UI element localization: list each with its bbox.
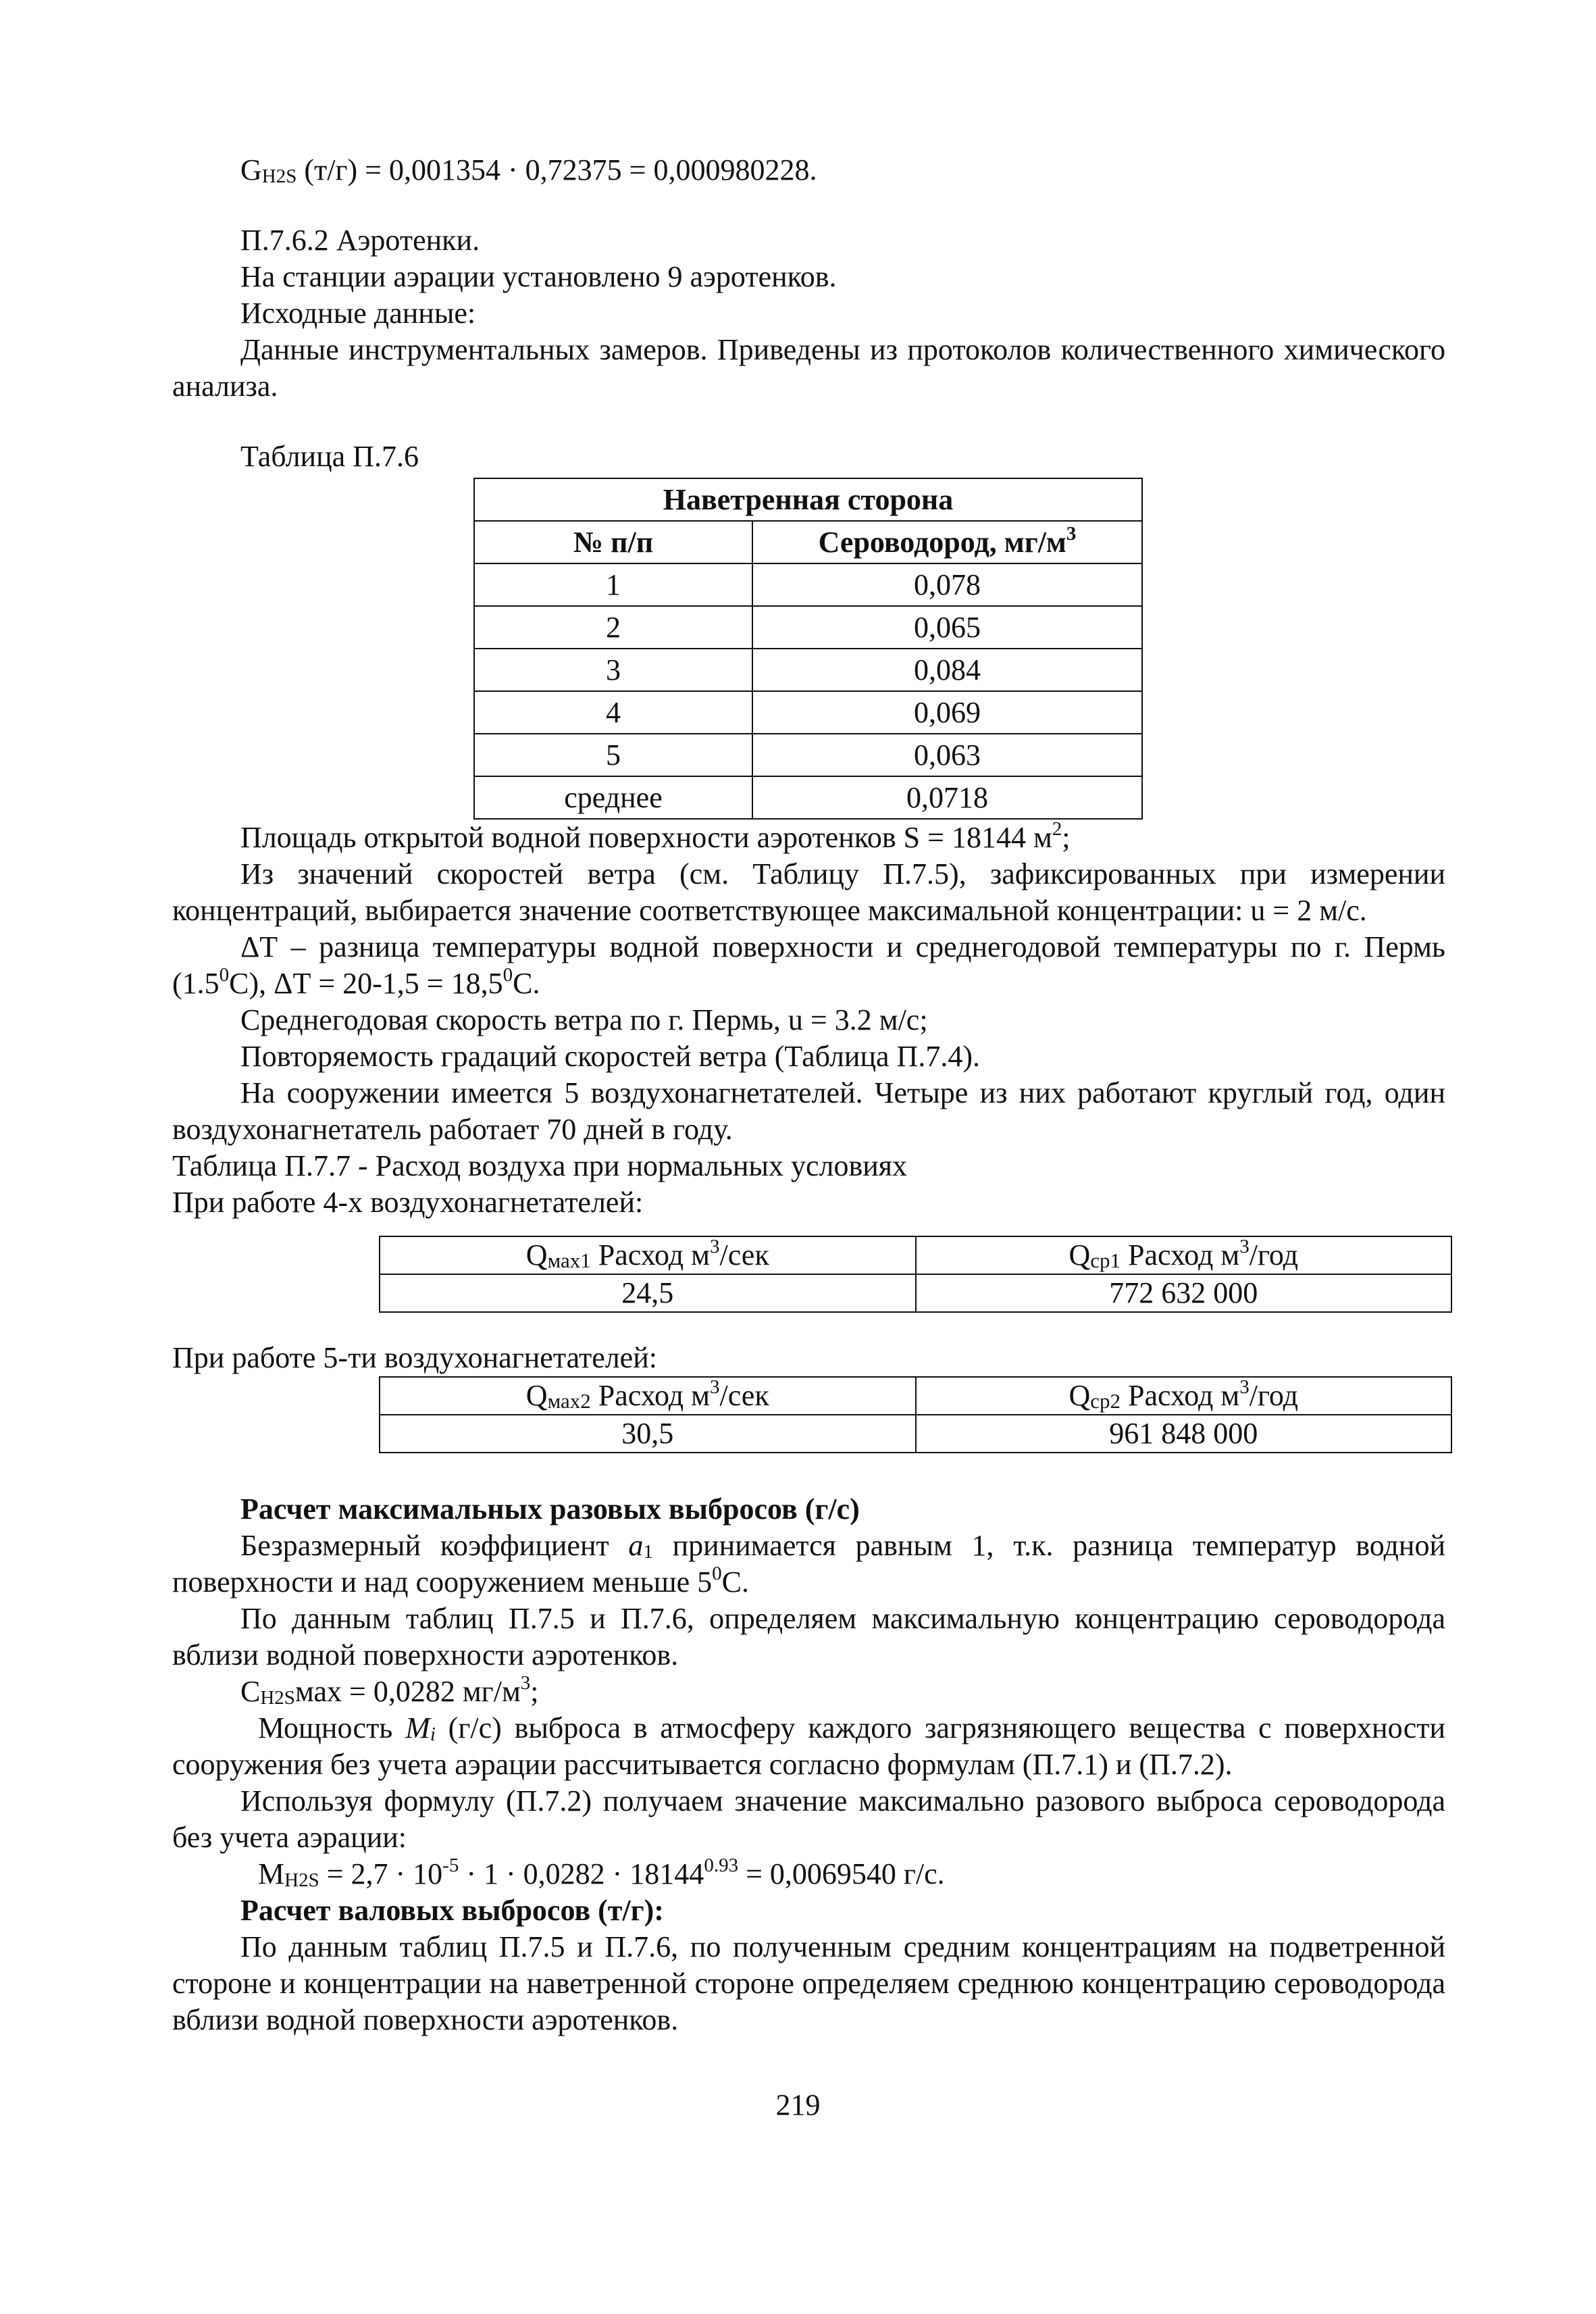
table-cell: 2 (474, 606, 752, 649)
subscript: мах2 (547, 1389, 591, 1413)
delta-t-paragraph (172, 929, 1445, 1002)
subscript: ср2 (1090, 1389, 1121, 1413)
spacer (172, 405, 1445, 438)
table-cell: 24,5 (380, 1274, 916, 1312)
table-cell: 30,5 (380, 1415, 916, 1453)
text: С), ΔТ = 20-1,5 = 18,5 (229, 967, 503, 1000)
subscript: H2S (284, 1869, 319, 1891)
table-row (474, 649, 1142, 691)
source-data-label: Исходные данные: (240, 297, 476, 330)
table-header-qcp1 (916, 1236, 1452, 1274)
superscript: 2 (1052, 818, 1062, 840)
text: Расход м (1121, 1238, 1240, 1272)
table-cell: 772 632 000 (916, 1274, 1452, 1312)
section-title: П.7.6.2 Аэротенки. (240, 224, 480, 257)
superscript: 0 (219, 964, 230, 986)
subscript: i (430, 1724, 436, 1745)
text: принимается равным 1, т.к. разница температур водной поверхности и над сооружением меньше 5 (172, 1529, 1445, 1599)
table-header-qmax1 (380, 1236, 916, 1274)
text: ΔТ – разница температуры водной поверхности и среднегодовой температуры по г. Пермь (1.5 (172, 930, 1445, 1000)
header-superscript: 3 (1066, 522, 1077, 545)
table-cell: 0,069 (752, 691, 1142, 734)
text: Расход м (590, 1238, 710, 1272)
area-paragraph (172, 820, 1445, 856)
wind-choice-paragraph: Из значений скоростей ветра (см. Таблицу П.7.5), зафиксированных при измерении концентраций, выбирается значение соответствующее максимальной концентрации: u = 2 м/с. (172, 857, 1445, 927)
table-header-qcp2 (916, 1377, 1452, 1415)
text: С (240, 1675, 261, 1708)
text: /сек (719, 1379, 769, 1412)
text: /сек (719, 1238, 769, 1272)
table-7-caption: Таблица П.7.7 - Расход воздуха при нормальных условиях (172, 1149, 908, 1182)
text: /год (1249, 1238, 1299, 1272)
spacer (172, 1313, 1445, 1340)
superscript: 3 (710, 1236, 720, 1257)
cmax-formula (172, 1674, 1445, 1710)
superscript: 3 (710, 1376, 720, 1398)
text: Мощность (258, 1711, 406, 1744)
table-cell: 1 (474, 563, 752, 606)
table-cell: 961 848 000 (916, 1415, 1452, 1453)
text: ; (530, 1675, 539, 1708)
formula-text: (т/г) = 0,001354 · 0,72375 = 0,000980228. (297, 153, 817, 186)
superscript: 0 (503, 964, 513, 986)
formula-subscript: H2S (261, 166, 297, 187)
g-h2s-formula (172, 152, 1445, 188)
text: Q (525, 1379, 548, 1412)
text: ; (1062, 821, 1071, 854)
table-row (380, 1274, 1451, 1312)
text: · 1 · 0,0282 · 18144 (459, 1857, 704, 1890)
text: Расход м (1121, 1379, 1240, 1412)
superscript: 3 (1239, 1376, 1250, 1398)
text: = 0,0069540 г/с. (738, 1857, 945, 1890)
table-cell: 5 (474, 734, 752, 776)
five-blowers-label: При работе 5-ти воздухонагнетателей: (172, 1341, 657, 1374)
table-7-four-blowers (379, 1236, 1452, 1313)
table-row (380, 1415, 1451, 1453)
subscript: ср1 (1090, 1249, 1121, 1272)
subscript: 1 (643, 1541, 653, 1563)
superscript: 0 (712, 1563, 722, 1584)
table-6-col-h2s (752, 521, 1142, 563)
using-formula-paragraph: Используя формулу (П.7.2) получаем значение максимально разового выброса сероводорода без учета аэрации: (172, 1784, 1445, 1854)
table-row (474, 776, 1142, 819)
table-row (474, 734, 1142, 776)
superscript: 3 (1239, 1236, 1250, 1257)
wind-repeat-paragraph: Повторяемость градаций скоростей ветра (Таблица П.7.4). (240, 1040, 980, 1073)
table-6-col-number: № п/п (474, 521, 752, 563)
text: мах = 0,0282 мг/м (294, 1675, 521, 1708)
instrument-data-paragraph: Данные инструментальных замеров. Приведены из протоколов количественного химического анализа. (172, 333, 1445, 403)
text: Q (1069, 1379, 1091, 1412)
document-page (172, 152, 1445, 2038)
table-row (474, 563, 1142, 606)
four-blowers-label: При работе 4-х воздухонагнетателей: (172, 1186, 644, 1219)
table-cell: 3 (474, 649, 752, 691)
table-row (474, 606, 1142, 649)
text: = 2,7 · 10 (319, 1857, 443, 1890)
table-6 (473, 478, 1143, 820)
table-cell: 0,063 (752, 734, 1142, 776)
table-cell: 0,084 (752, 649, 1142, 691)
page-number: 219 (775, 2088, 821, 2121)
m-h2s-formula (172, 1856, 1445, 1892)
superscript: 0.93 (704, 1855, 739, 1876)
text: С. (721, 1565, 749, 1599)
table-cell: 0,078 (752, 563, 1142, 606)
subscript: H2S (260, 1687, 295, 1709)
text: Q (1069, 1238, 1091, 1272)
table-row (474, 691, 1142, 734)
text: (г/с) выброса в атмосферу каждого загрязняющего вещества с поверхности сооружения без учета аэрации рассчитывается согласно формулам (П.7.1) и (П.7.2). (172, 1711, 1446, 1781)
table-header-qmax2 (380, 1377, 916, 1415)
text: Q (525, 1238, 548, 1272)
table-cell: 4 (474, 691, 752, 734)
text: /год (1249, 1379, 1299, 1412)
text: Безразмерный коэффициент (240, 1529, 629, 1562)
table-cell: среднее (474, 776, 752, 819)
text: С. (513, 967, 540, 1000)
station-note: На станции аэрации установлено 9 аэротенков. (240, 260, 837, 293)
text: М (258, 1857, 285, 1890)
superscript: -5 (442, 1855, 459, 1876)
text: Расход м (590, 1379, 710, 1412)
table-6-caption: Таблица П.7.6 (240, 440, 419, 473)
variable: M (405, 1711, 430, 1744)
text: Площадь открытой водной поверхности аэротенков S = 18144 м (240, 821, 1052, 854)
blowers-paragraph: На сооружении имеется 5 воздухонагнетателей. Четыре из них работают круглый год, один воздухонагнетатель работает 70 дней в году. (172, 1076, 1445, 1146)
variable: a (628, 1529, 644, 1562)
coefficient-paragraph (172, 1528, 1445, 1601)
gross-emissions-heading: Расчет валовых выбросов (т/г): (240, 1894, 664, 1927)
avg-wind-paragraph: Среднегодовая скорость ветра по г. Пермь, u = 3.2 м/с; (240, 1003, 928, 1036)
spacer (172, 1453, 1445, 1491)
table-cell: 0,065 (752, 606, 1142, 649)
spacer (172, 188, 1445, 222)
superscript: 3 (520, 1672, 531, 1694)
gross-emissions-paragraph: По данным таблиц П.7.5 и П.7.6, по полученным средним концентрациям на подветренной стороне и концентрации на наветренной стороне определяем среднюю концентрацию сероводорода вблизи водной поверхности аэротенков. (172, 1930, 1445, 2036)
header-text: Сероводород, мг/м (818, 525, 1066, 559)
power-paragraph (172, 1710, 1445, 1783)
table-6-title: Наветренная сторона (474, 478, 1142, 521)
max-emissions-heading: Расчет максимальных разовых выбросов (г/с) (240, 1492, 860, 1526)
tables-data-paragraph: По данным таблиц П.7.5 и П.7.6, определяем максимальную концентрацию сероводорода вблизи водной поверхности аэротенков. (172, 1602, 1445, 1671)
table-7-five-blowers (379, 1376, 1452, 1453)
table-cell: 0,0718 (752, 776, 1142, 819)
formula-text: G (240, 153, 262, 186)
subscript: мах1 (547, 1249, 591, 1272)
